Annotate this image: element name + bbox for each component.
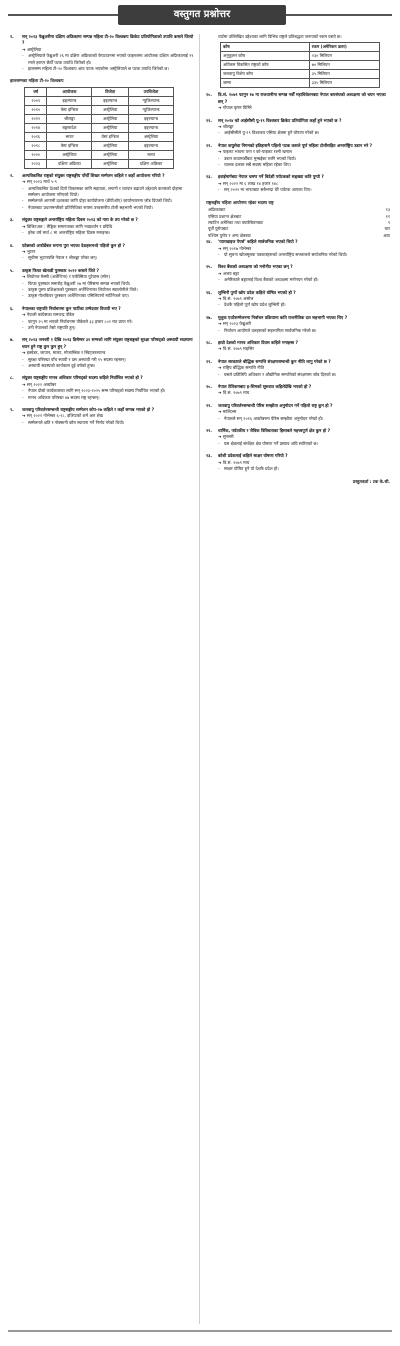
question-text: सन् २०२४ को आईसीसी यु-१९ विश्वकप क्रिकेट प्रतियोगिता कहाँ हुने भएको छ ? (218, 117, 342, 123)
table-header-cell: कोष (221, 43, 310, 52)
question-text: 'प्याराडाइज पेपर्स' कहिले सार्वजनिक भएको थियो ? (218, 239, 298, 245)
answer-text: ➔ वि.सं. २०७९ असोज (218, 295, 254, 301)
question-item (206, 315, 390, 334)
table-cell: न्युजिल्यान्ड (129, 96, 174, 105)
intro-text: चार्टमा उल्लिखित उद्देश्यका लागि विभिन्न राष्ट्रले प्रतिबद्धता जनाएको रकम यस्तो छ। (218, 34, 342, 39)
bullet-icon: - (22, 53, 24, 59)
answer-detail (206, 441, 390, 447)
answer-text: ➔ श्रीलङ्का (218, 124, 234, 130)
question-number: २०. (206, 384, 212, 390)
detail-text: आईसीसीले यु-१९ विश्वकप एसिया क्षेत्रमा हुने घोषणा गरेको छ। (224, 130, 320, 136)
answer-text: ➔ वि.सं. २०७९ मङ्सिर (218, 346, 254, 352)
question-number: १५. (206, 264, 212, 270)
bullet-icon: - (218, 187, 220, 193)
question-text: लुम्बिनी पुर्णो खोप प्रदेश कहिले घोषित भएको हो ? (218, 289, 296, 295)
commission-count: आठ (383, 232, 390, 238)
question-text: हवाईमार्गबाट नेपाल भ्रमण गर्ने विदेशी पर्यटकको सङ्ख्या कति पुग्यो ? (218, 174, 324, 180)
question-number: ३. (10, 217, 14, 223)
answer-detail (10, 293, 194, 299)
table-cell: इङ्ल्यान्ड (47, 96, 92, 105)
question-item (10, 217, 194, 236)
bullet-icon: - (22, 293, 24, 299)
table-cell: इङ्ल्यान्ड (129, 123, 174, 132)
bullet-icon: - (22, 419, 24, 425)
table-row (25, 141, 174, 150)
table-cell: २०१४ (25, 123, 47, 132)
answer-detail (10, 205, 194, 211)
question-item (206, 359, 390, 378)
bullet-icon: - (22, 388, 24, 394)
answer-text: ➔ वि.सं. २०७९ माघ (218, 390, 250, 396)
question-item (206, 118, 390, 137)
detail-text: अल्पविकसित देशको दिगो विकासका लागि सहायता, लगानी र व्यापार बढाउने उद्देश्यले कतारको दोहामा सम्मेलन आयोजना गरिएको थियो। (28, 185, 183, 198)
answer-text: ➔ अस्ट्रेलिया (22, 46, 42, 52)
answer-text: ➔ पाइलट भावना पन्त र को-पाइलट रश्मी खनाल (218, 149, 292, 155)
question-heading (10, 217, 194, 223)
answer-detail (206, 328, 390, 334)
question-number: २३. (206, 453, 212, 459)
detail-text: सम्मेलनले आगामी दशकका लागि दोहा कार्ययोजना (डीपीओए) कार्यान्वयनमा जोड दिएको थियो। (28, 198, 173, 204)
question-item (206, 290, 390, 309)
question-number: ९. (10, 407, 14, 413)
table-cell: बङ्गलादेश (47, 123, 92, 132)
question-item (10, 306, 194, 332)
table-cell: २०२३ (25, 159, 47, 168)
question-number: १९. (206, 358, 212, 364)
question-number: २. (10, 172, 14, 178)
commission-region: पश्चिम युरोप र अन्य क्षेत्रबाट (208, 232, 251, 238)
question-text: नेपाल सरकारले बौद्धिक सम्पत्ति संरक्षणसम्बन्धी कुन नीति लागु गरेको छ ? (218, 358, 331, 364)
detail-text: हालसम्म महिला टी-२० विश्वकप आठ पटक भएकोमा अस्ट्रेलियाले छ पटक उपाधि जितेको छ। (28, 66, 169, 72)
table-header-cell: वर्ष (25, 87, 47, 96)
detail-text: चालक दलका सबै सदस्य महिला रहेका थिए। (224, 162, 292, 168)
table-cell: अस्ट्रेलिया (92, 114, 129, 123)
question-item (206, 92, 390, 111)
table-cell: २३० मिलियन (309, 52, 379, 61)
table-cell: अस्ट्रेलिया (47, 150, 92, 159)
commission-count: ९ (387, 219, 390, 225)
footer-rule (8, 1330, 392, 1332)
detail-text: मानव अधिकार परिषद्मा ४७ सदस्य राष्ट्र रहन्छन्। (28, 394, 100, 400)
question-heading (206, 118, 390, 124)
detail-text: उनी नेपालको तेस्रो राष्ट्रपति हुन्। (28, 324, 76, 330)
question-heading (10, 337, 194, 350)
table-cell: वेस्ट इन्डिज (47, 141, 92, 150)
table-header-cell: विजेता (92, 87, 129, 96)
commission-region: एसिया प्रशान्त क्षेत्रबाट (208, 213, 242, 219)
question-number: ११. (206, 117, 212, 123)
table-cell: अस्ट्रेलिया (92, 159, 129, 168)
answer-detail (10, 363, 194, 369)
bullet-icon: - (22, 286, 24, 292)
bullet-icon: - (22, 318, 24, 324)
question-text: जलवायु परिवर्तनसम्बन्धी पेरिस सम्झौता अनुमोदन गर्ने पहिलो राष्ट्र कुन हो ? (218, 402, 333, 408)
question-number: १८. (206, 340, 212, 345)
bullet-icon: - (22, 356, 24, 362)
world-cup-table (24, 87, 174, 169)
detail-text: नेपाल दोस्रो कार्यकालका लागि सन् २०२३-२०२५ सम्म परिषद्को सदस्य निर्वाचित भएको हो। (28, 388, 166, 394)
table-cell: २०१० (25, 105, 47, 114)
table-header-cell: आयोजक (47, 87, 92, 96)
detail-text: सूचीमा भुटानपछि नेपाल र श्रीलङ्का परेका छन्। (28, 255, 98, 261)
bullet-icon: - (22, 66, 24, 72)
answer-detail (206, 466, 390, 472)
detail-text: अस्थायी सदस्यको कार्यकाल दुई वर्षको हुन्छ। (28, 363, 96, 368)
table-cell: २०१८ (25, 141, 47, 150)
question-heading (206, 453, 390, 459)
commission-count: चार (384, 226, 390, 232)
detail-text: साक्षर घोषित हुने यो देशकै प्रदेश हो। (224, 466, 279, 472)
detail-text: यसले प्रतिलिपि अधिकार र औद्योगिक सम्पत्तिको संरक्षणमा जोड दिएको छ। (224, 371, 337, 377)
table-row (25, 159, 174, 168)
table-cell: २०२० (25, 150, 47, 159)
question-number: १३. (206, 174, 212, 180)
detail-text: सम्मेलनले क्षति र नोक्सानी कोष स्थापना गर्ने निर्णय गरेको थियो। (28, 419, 125, 425)
table-cell: २००९ (25, 96, 47, 105)
detail-text: निर्वाचन आयोगले दलहरूको सहभागिता सार्वजनिक गरेको छ। (224, 327, 317, 333)
answer-detail (10, 186, 194, 199)
answer-detail (10, 255, 194, 261)
question-number: १२. (206, 142, 212, 148)
table-header-cell: उपविजेता (129, 87, 174, 96)
commission-count: १३ (385, 207, 390, 213)
table-cell: अस्ट्रेलिया (92, 150, 129, 159)
bullet-icon: - (218, 466, 220, 472)
detail-text: हरेक वर्ष मार्च ८ मा अन्तर्राष्ट्रिय महिला दिवस मनाइन्छ। (28, 230, 111, 236)
answer-text: ➔ सन् २०२३ फेब्रुअरी (218, 321, 251, 327)
detail-text: फागुन २५ मा भएको निर्वाचनमा पौडेलले ३३ हजार ८०२ मत प्राप्त गरे। (28, 318, 133, 324)
answer-text: ➔ लियोनल मेस्सी (अर्जेन्टिना) र एलेक्सिया पुटेयास (स्पेन) (22, 274, 110, 280)
question-text: फोब्र्सको अफोर्डेबल रूपमा पुरा भएका देशहरूमध्ये पहिलो कुन हो ? (22, 242, 125, 248)
question-text: हाम्रो देशको मानव अधिकार दिवस कहिले मनाइन्छ ? (218, 340, 298, 345)
detail-text: सन् २०२२ मा भारतबाट सबैभन्दा धेरै पर्यटक आएका थिए। (224, 187, 312, 193)
bullet-icon: - (218, 327, 220, 333)
question-number: १६. (206, 289, 212, 295)
question-text: कोशी प्रदेशलाई कहिले साक्षर घोषणा गरियो ? (218, 453, 288, 459)
answer-detail (206, 130, 390, 136)
question-text: वि.सं. २०७९ फागुन १७ मा राजधानीमा सम्पन्न नवौँ महाधिवेशनबाट नेपाल बारसंघको अध्यक्षमा को चयन भएका छन् ? (218, 92, 386, 104)
question-text: उत्कृष्ट फिफा खेलाडी पुरस्कार २०२२ कसले जिते ? (22, 267, 99, 273)
answer-detail (10, 420, 194, 426)
detail-text: देशकै पहिलो पूर्ण खोप प्रदेश लुम्बिनी हो। (224, 302, 286, 308)
question-number: ५. (10, 267, 14, 273)
left-column (10, 34, 194, 432)
table-row (25, 123, 174, 132)
question-heading (206, 239, 390, 245)
question-item (206, 340, 390, 353)
answer-text: ➔ नेपाली कांग्रेसका रामचन्द्र पौडेल (22, 312, 75, 318)
question-number: ७. (10, 337, 14, 343)
detail-text: यस क्षेत्रलाई संरक्षित क्षेत्र घोषणा गर्ने प्रस्ताव अघि सारिएको छ। (224, 440, 319, 446)
commission-title: राष्ट्रसङ्घीय महिला आयोगमा रहेका सदस्य राष्ट्र (206, 199, 274, 205)
question-text: सन् २०२३ जनवरी १ देखि २०२३ डिसेम्बर ३१ सम्मको लागि संयुक्त राष्ट्रसङ्घको सुरक्षा परिषद्को अस्थायी सदस्यमा चयन हुने राष्ट्र कुन कुन हुन् ? (22, 337, 193, 349)
question-heading (206, 264, 390, 270)
bullet-icon: - (218, 162, 220, 168)
detail-text: यो सूचना खोजमूलक पत्रकारहरूको अन्तर्राष्ट्रिय सञ्जालले सार्वजनिक गरेको थियो। (224, 251, 348, 257)
bullet-icon: - (22, 255, 24, 261)
table-cell: अस्ट्रेलिया (92, 123, 129, 132)
table-cell: इङ्ल्यान्ड (92, 96, 129, 105)
question-number: १. (10, 34, 14, 39)
table-cell: दक्षिण अफ्रिका (129, 159, 174, 168)
question-number: १०. (206, 92, 212, 98)
question-text: धार्मिक, पर्यटकीय र जैविक विविधताका हिसाबले महत्त्वपूर्ण क्षेत्र कुन हो ? (218, 428, 331, 434)
table-cell: अस्ट्रेलिया (92, 105, 129, 114)
bullet-icon: - (218, 155, 220, 161)
question-item (10, 173, 194, 211)
table-row (221, 79, 380, 88)
table-cell: ७० मिलियन (309, 61, 379, 70)
table-cell: २०१६ (25, 132, 47, 141)
question-text: जलवायु परिवर्तनसम्बन्धी राष्ट्रसङ्घीय सम्मेलन कोप-२७ कहिले र कहाँ सम्पन्न भएको हो ? (22, 407, 155, 413)
answer-detail (206, 277, 390, 283)
commission-region: अफ्रिकाबाट (208, 207, 226, 213)
bullet-icon: - (218, 371, 220, 377)
table-cell: जलवायु विशेष कोष (221, 70, 310, 79)
detail-text: उडान काठमाडौँबाट मुम्बईका लागि भएको थियो। (224, 155, 297, 161)
table-cell: २०१२ (25, 114, 47, 123)
question-item (10, 375, 194, 401)
question-number: १४. (206, 239, 212, 245)
table-row (221, 52, 380, 61)
question-text: संयुक्त राष्ट्रसङ्घीय मानव अधिकार परिषद्को सदस्य कहिले निर्वाचित भएको हो ? (22, 375, 143, 381)
wc-table-caption: हालसम्मका महिला टी-२० विश्वकप (10, 78, 64, 84)
table-header-cell: रकम (अमेरिकन डलर) (309, 43, 379, 52)
question-text: विश्व बैंकको अध्यक्षमा को मनोनीत भएका छन् ? (218, 264, 293, 270)
question-item (10, 243, 194, 262)
table-cell: ३५ मिलियन (309, 70, 379, 79)
question-number: ६. (10, 305, 14, 311)
answer-detail (206, 252, 390, 258)
detail-text: उत्कृष्ट गोलकिपर पुरस्कार अर्जेन्टिनाका एमिलियानो मार्टिनेजले पाए। (28, 293, 130, 299)
answer-text: ➔ सन् २०२२ नोभेम्बर ६-१८, इजिप्टको शर्म अल शेख (22, 413, 103, 419)
answer-detail (206, 372, 390, 378)
detail-text: सुरक्षा परिषद्मा पाँच स्थायी र दस अस्थायी गरी १५ सदस्य रहन्छन्। (28, 356, 127, 362)
answer-text: ➔ माल्दिभ्स (218, 409, 237, 415)
bullet-icon: - (22, 198, 24, 204)
question-number: ४. (10, 242, 14, 248)
table-row (25, 132, 174, 141)
question-item (10, 337, 194, 369)
question-number: २१. (206, 402, 212, 408)
answer-text: ➔ भुटान (22, 248, 36, 254)
commission-count: ११ (385, 213, 390, 219)
answer-detail (206, 302, 390, 308)
question-number: ८. (10, 375, 14, 381)
bullet-icon: - (218, 277, 220, 283)
answer-text: ➔ राष्ट्रिय बौद्धिक सम्पत्ति नीति (218, 365, 265, 371)
question-item (10, 34, 194, 72)
question-item (10, 268, 194, 300)
question-item (206, 264, 390, 283)
table-cell: अस्ट्रेलिया (92, 141, 129, 150)
table-cell: भारत (47, 132, 92, 141)
question-heading (10, 243, 194, 249)
bullet-icon: - (22, 280, 24, 286)
commission-region: ल्याटिन अमेरिका तथा क्यारेबियनबाट (208, 219, 264, 225)
detail-text: नेपालले सन् २०१६ अक्टोबरमा पेरिस सम्झौता अनुमोदन गरेको हो। (224, 415, 324, 421)
table-cell: वेस्ट इन्डिज (47, 105, 92, 114)
answer-detail (10, 395, 194, 401)
table-cell: जम्मा (221, 79, 310, 88)
table-row (221, 70, 380, 79)
table-cell: इङ्ल्यान्ड (129, 141, 174, 150)
answer-detail (206, 416, 390, 422)
table-row (25, 96, 174, 105)
table-row (221, 61, 380, 70)
table-cell: न्युजिल्यान्ड (129, 105, 174, 114)
question-number: २२. (206, 428, 212, 434)
table-cell: अनुकूलन कोष (221, 52, 310, 61)
answer-text: ➔ अजय बङ्गा (218, 270, 240, 276)
detail-text: अस्ट्रेलियाले फेब्रुअरी २६ मा दक्षिण अफ्रिकाको केपटाउनमा भएको फाइनलमा आयोजक दक्षिण अफ्रिकालाई १९ रनले हराएर छैठौँ पटक उपाधि जितेको हो। (28, 53, 194, 65)
table-cell: वेस्ट इन्डिज (92, 132, 129, 141)
table-cell: अस्ट्रेलिया (129, 132, 174, 141)
question-item (206, 174, 390, 193)
answer-text: ➔ डिजिटअल : लैङ्गिक समानताका लागि नवप्रवर्तन र प्रविधि (22, 223, 113, 229)
question-heading (206, 174, 390, 180)
section-title: वस्तुगत प्रश्नोत्तर (118, 5, 286, 25)
bullet-icon: - (22, 324, 24, 330)
question-item (206, 239, 390, 258)
question-item (206, 453, 390, 472)
answer-detail (206, 162, 390, 168)
question-item (206, 428, 390, 447)
bullet-icon: - (218, 251, 220, 257)
right-column (206, 34, 390, 485)
author-credit: प्रस्तुतकर्ता : टक के.सी. (352, 478, 390, 484)
answer-detail (206, 187, 390, 193)
question-item (206, 143, 390, 169)
commission-region: पूर्वी युरोपबाट (208, 226, 229, 232)
question-item (206, 403, 390, 422)
question-item (10, 407, 194, 426)
table-row (25, 150, 174, 159)
table-cell: श्रीलङ्का (47, 114, 92, 123)
detail-text: उत्कृष्ट पुरुष प्रशिक्षकको पुरस्कार अर्जेन्टिनाका लियोनल स्कालोनीले जिते। (28, 286, 138, 292)
bullet-icon: - (218, 302, 220, 308)
table-cell: भारत (129, 150, 174, 159)
bullet-icon: - (22, 363, 24, 368)
question-heading (206, 92, 390, 105)
question-text: सन् २०२३ फेब्रुअरीमा दक्षिण अफ्रिकामा सम्पन्न महिला टी-२० विश्वकप क्रिकेट प्रतियोगिताको उपाधि कसले जित्यो ? (22, 34, 194, 46)
table-cell: इङ्ल्यान्ड (129, 114, 174, 123)
question-heading (10, 375, 194, 381)
answer-detail (10, 230, 194, 236)
table-row (25, 105, 174, 114)
bullet-icon: - (218, 415, 220, 421)
table-cell: ३३५ मिलियन (309, 79, 379, 88)
answer-text: ➔ इक्वेडर, जापान, माल्टा, मोजाम्बिक र स्विट्जरल्यान्ड (22, 350, 106, 356)
table-cell: दक्षिण अफ्रिका (47, 159, 92, 168)
answer-text: ➔ वि.सं. २०७९ माघ (218, 459, 250, 465)
question-heading (10, 34, 194, 47)
table-cell: अतिकम विकसित राष्ट्रको कोष (221, 61, 310, 70)
answer-text: ➔ सन् २०२३ मार्च ५-९ (22, 179, 57, 185)
answer-detail (10, 66, 194, 72)
question-text: संयुक्त राष्ट्रसङ्घले अन्तर्राष्ट्रिय महिला दिवस २०२३ को नारा के तय गरेको छ ? (22, 217, 138, 223)
answer-detail (10, 325, 194, 331)
answer-text: ➔ सुनसरी (218, 434, 234, 440)
bullet-icon: - (218, 440, 220, 446)
bullet-icon: - (22, 230, 24, 236)
question-text: अल्पविकसित राष्ट्रको संयुक्त राष्ट्रसङ्घीय पाँचौँ शिखर सम्मेलन कहिले र कहाँ आयोजना गरियो ? (22, 172, 165, 178)
answer-text: ➔ गोपाल कृष्ण घिमिरे (218, 105, 252, 111)
answer-text: ➔ सन् २०१७ नोभेम्बर (218, 245, 252, 251)
question-text: मुलुक एउटैसम्मेलनमा निर्वाचन प्रक्रियामा कति राजनीतिक दल सहभागी भएका थिए ? (218, 314, 348, 320)
question-text: नेपाल टेलिकमबाट इ-सिमको सुरुवात कहिलेदेखि भएको हो ? (218, 384, 312, 390)
answer-text: ➔ सन् २०२२ मा ६ लाख १४ हजार १४८ (218, 180, 279, 186)
bullet-icon: - (22, 185, 24, 191)
question-number: १७. (206, 314, 212, 320)
detail-text: अमेरिकाले बङ्गालाई विश्व बैंकको अध्यक्षमा मनोनयन गरेको हो। (224, 277, 319, 283)
table-row (25, 114, 174, 123)
bullet-icon: - (22, 394, 24, 400)
column-divider (199, 34, 200, 1324)
answer-text: ➔ सन् २०२२ अक्टोबर (22, 381, 57, 387)
bullet-icon: - (22, 204, 24, 210)
fund-table (220, 42, 380, 88)
question-text: नेपाल वायुसेवा निगमको इतिहासमै पहिलो पटक कसले पूर्ण महिला टोलीसहित अन्तर्राष्ट्रिय उडान भरे ? (218, 142, 373, 148)
answer-detail (10, 53, 194, 66)
detail-text: फिफा पुरस्कार समारोह फेब्रुअरी २७ मा पेरिसमा सम्पन्न भएको थियो। (28, 280, 131, 286)
question-item (206, 384, 390, 397)
detail-text: नेपालबाट प्रधानमन्त्रीको प्रतिनिधिका रूपमा उच्चस्तरीय टोली सहभागी भएको थियो। (28, 204, 154, 210)
question-text: नेपालका राष्ट्रपति निर्वाचनमा कुन पार्टीका उम्मेदवार विजयी भए ? (22, 305, 121, 311)
bullet-icon: - (218, 130, 220, 136)
